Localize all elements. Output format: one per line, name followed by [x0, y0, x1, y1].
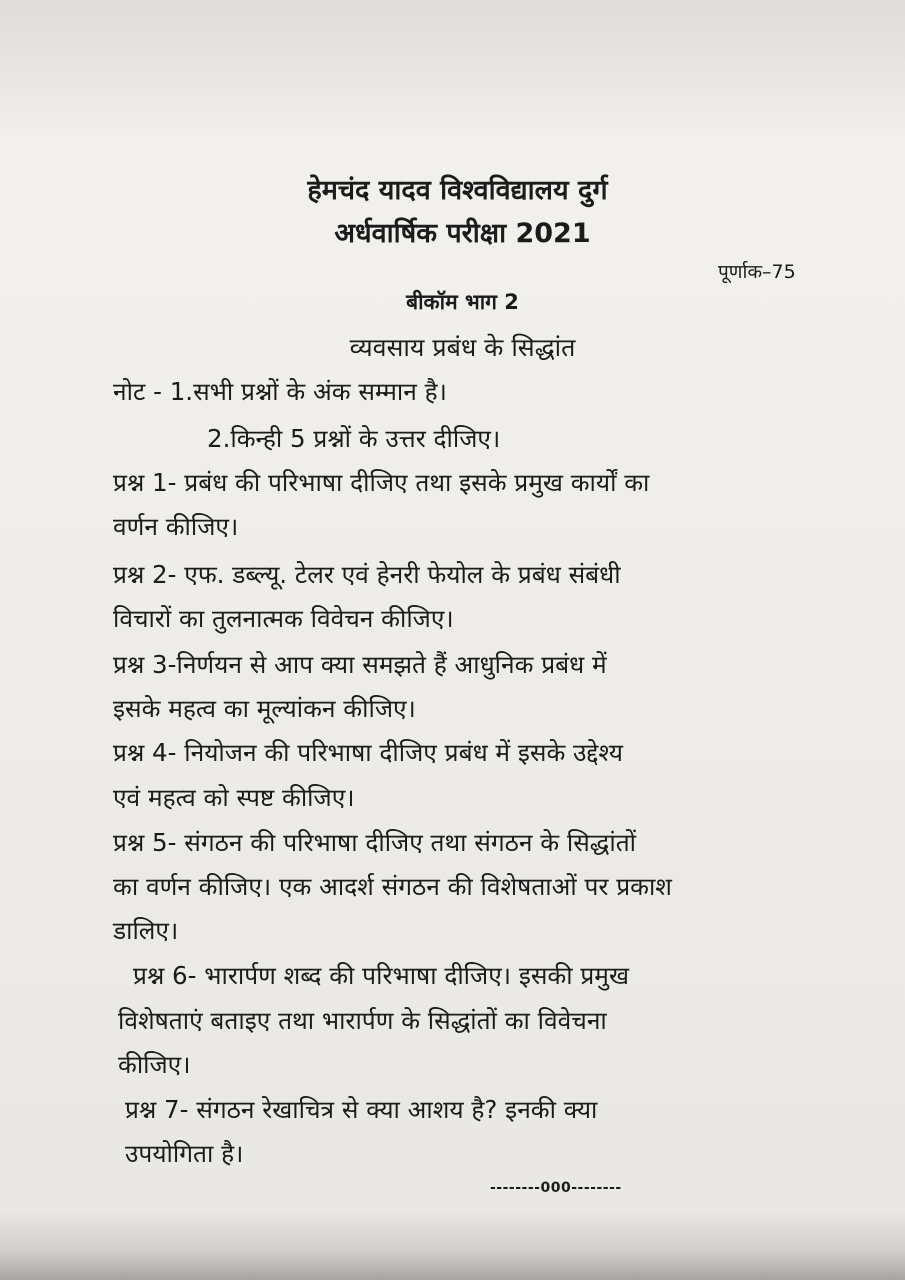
- paper-shadow-top: [0, 0, 905, 150]
- question-5-line-2: का वर्णन कीजिए। एक आदर्श संगठन की विशेषताओं पर प्रकाश: [113, 872, 672, 901]
- question-6-line-2: विशेषताएं बताइए तथा भारार्पण के सिद्धांतों का विवेचना: [118, 1006, 607, 1035]
- question-1-line-2: वर्णन कीजिए।: [113, 512, 239, 541]
- question-7-line-2: उपयोगिता है।: [125, 1139, 244, 1168]
- question-5-line-3: डालिए।: [113, 916, 179, 945]
- paper-shadow-bottom: [0, 1210, 905, 1280]
- question-3-line-1: प्रश्न 3-निर्णयन से आप क्या समझते हैं आधुनिक प्रबंध में: [113, 650, 607, 679]
- question-2-line-1: प्रश्न 2- एफ. डब्ल्यू. टेलर एवं हेनरी फेयोल के प्रबंध संबंधी: [113, 560, 621, 589]
- question-2-line-2: विचारों का तुलनात्मक विवेचन कीजिए।: [113, 604, 454, 633]
- university-title: हेमचंद यादव विश्वविद्यालय दुर्ग: [307, 175, 608, 206]
- max-marks: पूर्णाक–75: [718, 261, 796, 283]
- question-3-line-2: इसके महत्व का मूल्यांकन कीजिए।: [113, 694, 416, 723]
- question-1-line-1: प्रश्न 1- प्रबंध की परिभाषा दीजिए तथा इसके प्रमुख कार्यों का: [113, 468, 650, 497]
- question-6-line-1: प्रश्न 6- भारार्पण शब्द की परिभाषा दीजिए। इसकी प्रमुख: [133, 961, 630, 990]
- question-4-line-2: एवं महत्व को स्पष्ट कीजिए।: [113, 783, 355, 812]
- note-2: 2.किन्ही 5 प्रश्नों के उत्तर दीजिए।: [207, 424, 501, 453]
- question-4-line-1: प्रश्न 4- नियोजन की परिभाषा दीजिए प्रबंध में इसके उद्देश्य: [113, 738, 623, 767]
- course-title: बीकॉम भाग 2: [406, 290, 519, 314]
- end-of-paper-mark: --------000--------: [490, 1180, 622, 1196]
- question-7-line-1: प्रश्न 7- संगठन रेखाचित्र से क्या आशय है? इनकी क्या: [125, 1095, 598, 1124]
- subject-title: व्यवसाय प्रबंध के सिद्धांत: [349, 333, 576, 362]
- exam-title: अर्धवार्षिक परीक्षा 2021: [334, 218, 591, 249]
- question-6-line-3: कीजिए।: [118, 1050, 191, 1079]
- question-5-line-1: प्रश्न 5- संगठन की परिभाषा दीजिए तथा संगठन के सिद्धांतों: [113, 828, 637, 857]
- note-1: नोट - 1.सभी प्रश्नों के अंक सम्मान है।: [113, 377, 447, 406]
